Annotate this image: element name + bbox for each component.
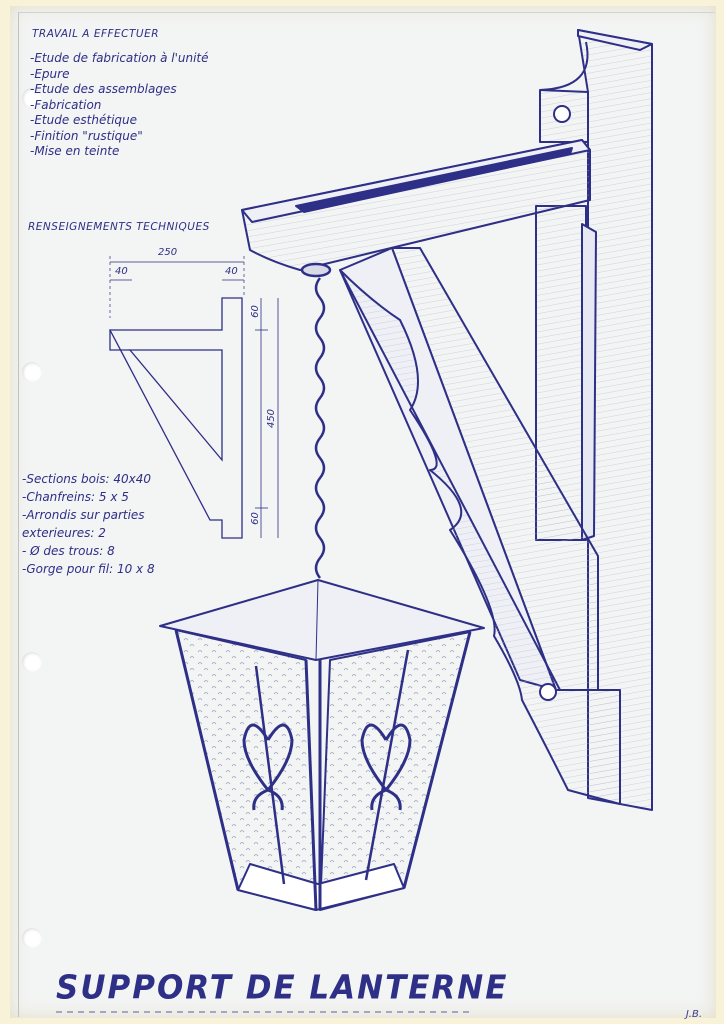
spec-item: -Sections bois: 40x40 bbox=[22, 472, 152, 486]
dimension-total-width: 250 bbox=[158, 247, 178, 258]
lantern-chain bbox=[302, 264, 330, 578]
work-item: -Etude esthétique bbox=[30, 113, 138, 127]
spec-item: - Ø des trous: 8 bbox=[22, 544, 115, 558]
technical-heading: RENSEIGNEMENTS TECHNIQUES bbox=[28, 221, 210, 233]
work-item: -Fabrication bbox=[30, 97, 102, 112]
work-item: -Finition "rustique" bbox=[30, 128, 143, 143]
dimension-top-height: 60 bbox=[249, 305, 261, 318]
page-title: SUPPORT DE LANTERNE bbox=[56, 969, 509, 1007]
dimension-middle-height: 450 bbox=[266, 408, 278, 429]
work-item: -Mise en teinte bbox=[30, 144, 120, 158]
dimension-bottom-height: 60 bbox=[249, 512, 261, 525]
bracket-elevation bbox=[110, 256, 278, 538]
dimension-right-offset: 40 bbox=[225, 266, 238, 277]
work-item: -Etude de fabrication à l'unité bbox=[30, 51, 209, 65]
spec-item: -Chanfreins: 5 x 5 bbox=[22, 490, 129, 504]
work-heading: TRAVAIL A EFFECTUER bbox=[32, 28, 160, 40]
spec-item: -Gorge pour fil: 10 x 8 bbox=[22, 562, 155, 576]
spec-item: exterieures: 2 bbox=[22, 526, 106, 540]
signature: J.B. bbox=[685, 1009, 702, 1020]
work-item: -Etude des assemblages bbox=[30, 82, 177, 96]
spec-item: -Arrondis sur parties bbox=[22, 508, 145, 522]
dimension-left-offset: 40 bbox=[115, 266, 128, 277]
work-item: -Epure bbox=[30, 66, 70, 81]
lantern bbox=[160, 580, 484, 910]
